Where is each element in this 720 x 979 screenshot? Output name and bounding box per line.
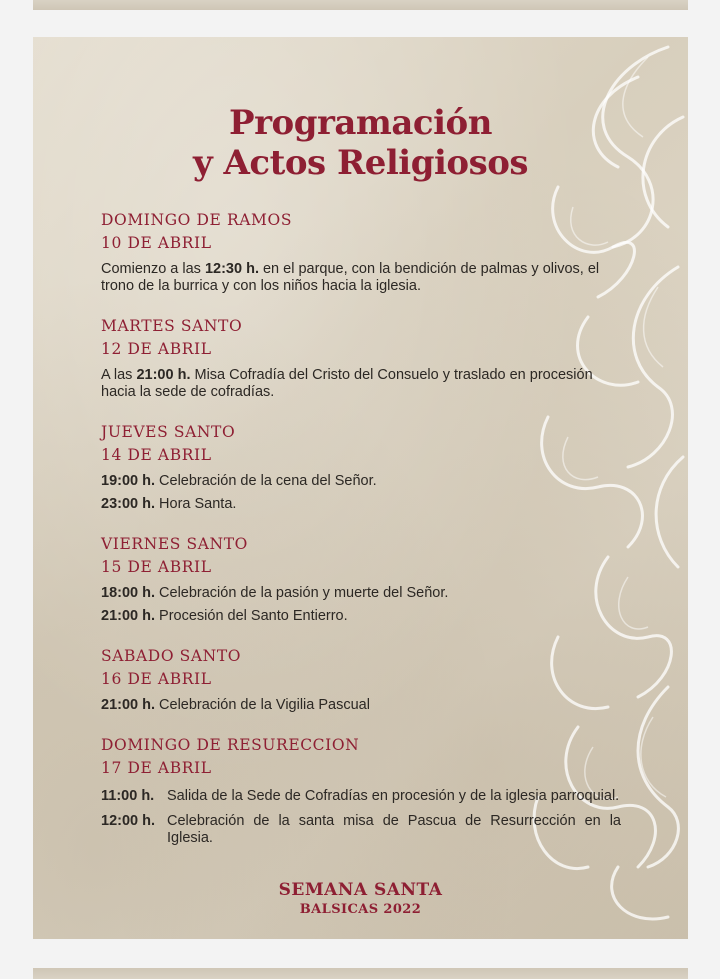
event-text: Celebración de la pasión y muerte del Señor.	[155, 585, 449, 601]
section-domingo-de-ramos	[101, 209, 621, 295]
event-time: 21:00 h.	[101, 608, 155, 624]
previous-page-edge	[33, 0, 688, 10]
event-text: Hora Santa.	[155, 496, 237, 512]
date-label: 10 DE ABRIL	[101, 234, 212, 252]
event-text: Celebración de la cena del Señor.	[155, 473, 377, 489]
date-label: 14 DE ABRIL	[101, 446, 212, 464]
day-label: JUEVES SANTO	[101, 423, 236, 441]
event-time: 19:00 h.	[101, 473, 155, 489]
event-time: 11:00 h.	[101, 788, 155, 804]
event-description	[101, 261, 621, 295]
event-entry	[101, 813, 621, 847]
event-time: 21:00 h.	[101, 697, 155, 713]
next-page-edge	[33, 968, 688, 979]
program-title	[33, 103, 688, 183]
section-viernes-santo	[101, 533, 621, 625]
program-schedule	[101, 209, 621, 867]
day-label: DOMINGO DE RAMOS	[101, 211, 293, 229]
event-text: Procesión del Santo Entierro.	[155, 608, 348, 624]
event-entry	[101, 473, 621, 490]
section-domingo-de-resurreccion	[101, 734, 621, 847]
event-text-after: Misa Cofradía del Cristo del Consuelo y traslado en procesión hacia la sede de cofradías.	[101, 367, 593, 400]
title-line-1: Programación	[229, 103, 492, 143]
event-time: 18:00 h.	[101, 585, 155, 601]
event-entry	[101, 697, 621, 714]
event-text: Celebración de la Vigilia Pascual	[155, 697, 370, 713]
date-label: 15 DE ABRIL	[101, 558, 212, 576]
event-time: 12:30 h.	[204, 261, 259, 277]
section-sabado-santo	[101, 645, 621, 714]
event-time: 12:00 h.	[101, 813, 155, 829]
event-text-before: Comienzo a las	[101, 261, 205, 277]
event-entry	[101, 496, 621, 513]
event-description	[101, 367, 621, 401]
event-entry	[101, 788, 621, 805]
event-program-sheet	[33, 37, 688, 939]
date-label: 17 DE ABRIL	[101, 759, 212, 777]
footer-line-2: BALSICAS 2022	[299, 902, 422, 917]
section-jueves-santo	[101, 421, 621, 513]
event-entry	[101, 585, 621, 602]
event-time: 21:00 h.	[136, 367, 191, 383]
day-label: VIERNES SANTO	[101, 535, 248, 553]
title-line-2: y Actos Religiosos	[192, 143, 529, 183]
event-entry	[101, 608, 621, 625]
event-text: Celebración de la santa misa de Pascua de Resurrección en la Iglesia.	[167, 813, 621, 846]
day-label: MARTES SANTO	[101, 317, 243, 335]
date-label: 12 DE ABRIL	[101, 340, 212, 358]
day-label: DOMINGO DE RESURECCION	[101, 736, 360, 754]
event-text: Salida de la Sede de Cofradías en procesión y de la iglesia parroquial.	[167, 788, 620, 804]
date-label: 16 DE ABRIL	[101, 670, 212, 688]
event-text-before: A las	[101, 367, 137, 383]
section-martes-santo	[101, 315, 621, 401]
footer-brand	[33, 879, 688, 919]
event-time: 23:00 h.	[101, 496, 155, 512]
day-label: SABADO SANTO	[101, 647, 242, 665]
footer-line-1: SEMANA SANTA	[278, 880, 443, 900]
event-text-after: en el parque, con la bendición de palmas y olivos, el trono de la burrica y con los niños hacia la iglesia.	[101, 261, 600, 294]
